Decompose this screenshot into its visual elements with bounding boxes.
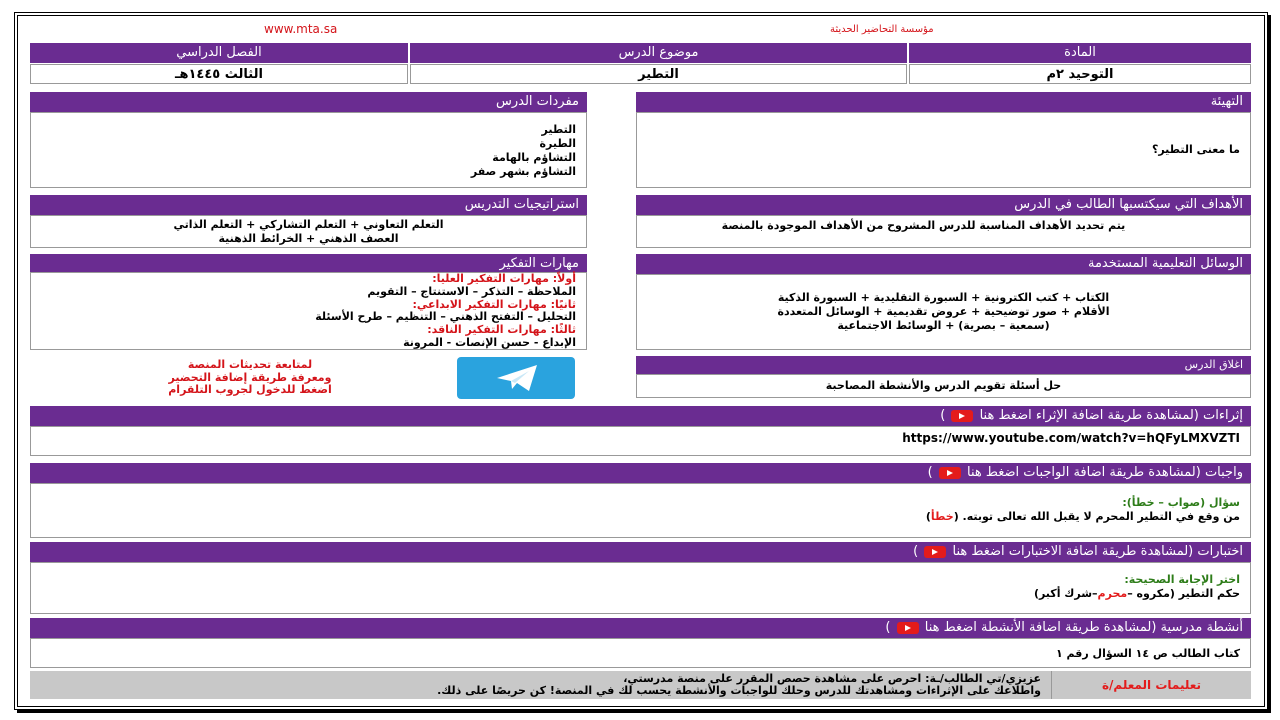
tests-hint: (لمشاهدة طريقة اضافة الاختبارات اضغط هنا: [952, 544, 1194, 559]
objectives-text: يتم تحديد الأهداف المناسبة للدرس المشروح من الأهداف الموجودة بالمنصة: [721, 219, 1126, 232]
info-table: [30, 43, 1251, 85]
homework-question-text: من وقع في التطير المحرم لا يقبل الله تعالى توبته.: [962, 510, 1240, 523]
telegram-line: لمتابعة تحديثات المنصة: [187, 358, 313, 371]
thinking-heading-3: ثالثًا: مهارات التفكير الناقد:: [427, 323, 576, 337]
objectives-header: الأهداف التي سيكتسبها الطالب في الدرس: [636, 195, 1251, 215]
term-value: الثالث ١٤٤٥هـ: [30, 64, 408, 84]
strategies-box: [30, 215, 587, 248]
tests-box: [30, 562, 1251, 614]
telegram-line: اضغط للدخول لجروب التلقرام: [168, 383, 332, 396]
activities-text: كتاب الطالب ص ١٤ السؤال رقم ١: [1055, 647, 1240, 660]
thinking-header: مهارات التفكير: [30, 254, 587, 274]
institution-name: مؤسسة التحاضير الحديثة: [830, 24, 934, 35]
telegram-button[interactable]: [457, 357, 575, 399]
teacher-line: واطلاعك على الإثراءات ومشاهدتك للدرس وحلك للواجبات والأنشطة يحسب لك في المنصة! كن حريصًا على ذلك.: [437, 684, 1041, 697]
website-link[interactable]: www.mta.sa: [264, 22, 338, 36]
thinking-text-3: الإبداع - حسن الإنصات - المرونة: [403, 335, 576, 349]
activities-title: أنشطة مدرسية: [1160, 620, 1243, 635]
thinking-text-1: الملاحظة – التذكر – الاستنتاج – التقويم: [367, 284, 576, 298]
strategies-header: استراتيجيات التدريس: [30, 195, 587, 215]
enrichment-hint: (لمشاهدة طريقة اضافة الإثراء اضغط هنا: [979, 408, 1199, 423]
activities-hint: (لمشاهدة طريقة اضافة الأنشطة اضغط هنا: [924, 620, 1157, 635]
tests-instruction: اختر الإجابة الصحيحة:: [1124, 573, 1240, 586]
tools-line: (سمعية – بصرية) + الوسائط الاجتماعية: [837, 319, 1050, 332]
enrichment-title: إثراءات: [1203, 408, 1243, 423]
telegram-promo[interactable]: [130, 359, 370, 397]
homework-title: واجبات: [1204, 465, 1243, 480]
tests-header[interactable]: [30, 542, 1251, 562]
homework-question-label: سؤال: [1208, 496, 1240, 509]
telegram-icon: [457, 357, 575, 399]
telegram-line: ومعرفة طريقة إضافة التحضير: [168, 370, 332, 384]
youtube-icon[interactable]: [924, 546, 946, 558]
subject-label: المادة: [909, 43, 1251, 63]
tests-question-end: –شرك أكبر): [1033, 587, 1098, 600]
objectives-box: [636, 215, 1251, 248]
term-label: الفصل الدراسي: [30, 43, 408, 63]
teacher-label: تعليمات المعلم/ة: [1051, 671, 1251, 699]
thinking-heading-1: أولاً: مهارات التفكير العليا:: [432, 272, 576, 285]
teacher-line: عزيزي/تي الطالب/ـة: احرص على مشاهدة حصص المقرر على منصة مدرستي،: [623, 672, 1041, 685]
homework-question-options: (صواب – خطأ):: [1122, 496, 1206, 509]
youtube-icon[interactable]: [897, 622, 919, 634]
strategies-line: التعلم التعاوني + التعلم التشاركي + التعلم الذاتي: [173, 218, 444, 231]
tests-question-start: حكم التطير (مكروه –: [1127, 587, 1240, 600]
topic-value: التطير: [410, 64, 907, 84]
vocab-box: [30, 112, 587, 188]
tests-answer: محرم: [1097, 587, 1128, 600]
enrichment-url[interactable]: https://www.youtube.com/watch?v=hQFyLMXVZTI: [902, 431, 1240, 445]
warmup-box: [636, 112, 1251, 188]
tests-hint-end: ): [913, 544, 919, 559]
vocab-header: مفردات الدرس: [30, 92, 587, 112]
vocab-item: التطير: [541, 123, 576, 136]
strategies-line: العصف الذهني + الخرائط الذهنية: [218, 232, 399, 245]
tools-header: الوسائل التعليمية المستخدمة: [636, 254, 1251, 274]
homework-header[interactable]: [30, 463, 1251, 483]
vocab-item: التشاؤم بالهامة: [492, 151, 576, 164]
thinking-box: [30, 272, 587, 350]
youtube-icon[interactable]: [939, 467, 961, 479]
subject-value: التوحيد ٢م: [909, 64, 1251, 84]
activities-header[interactable]: [30, 618, 1251, 638]
topic-label: موضوع الدرس: [410, 43, 907, 63]
teacher-text: [41, 673, 1041, 697]
activities-box: [30, 638, 1251, 668]
youtube-icon[interactable]: [951, 410, 973, 422]
enrichment-header[interactable]: [30, 406, 1251, 426]
homework-hint-end: ): [927, 465, 933, 480]
tools-box: [636, 274, 1251, 350]
closing-text: حل أسئلة تقويم الدرس والأنشطة المصاحبة: [825, 379, 1062, 392]
tools-line: الأقلام + صور توضيحية + عروض تقديمية + الوسائل المتعددة: [777, 305, 1110, 318]
teacher-row: [30, 671, 1251, 699]
closing-box: [636, 374, 1251, 398]
homework-box: سؤال (صواب – خطأ): من وقع في التطير المحرم لا يقبل الله تعالى توبته. (خطأ): [30, 483, 1251, 538]
enrichment-hint-end: ): [940, 408, 946, 423]
activities-hint-end: ): [885, 620, 891, 635]
enrichment-box: [30, 426, 1251, 456]
warmup-text: ما معنى التطير؟: [1151, 143, 1240, 156]
thinking-text-2: التحليل – التفتح الذهني – التنظيم – طرح الأسئلة: [315, 310, 576, 324]
tests-title: اختبارات: [1197, 544, 1243, 559]
warmup-header: التهيئة: [636, 92, 1251, 112]
homework-answer: خطأ: [930, 510, 954, 523]
vocab-item: التشاؤم بشهر صفر: [470, 165, 576, 178]
closing-header: اغلاق الدرس: [636, 356, 1251, 374]
tools-line: الكتاب + كتب الكترونية + السبورة التقليدية + السبورة الذكية: [777, 291, 1110, 304]
thinking-heading-2: ثانيًا: مهارات التفكير الابداعي:: [412, 297, 576, 311]
vocab-item: الطيرة: [539, 137, 576, 150]
homework-hint: (لمشاهدة طريقة اضافة الواجبات اضغط هنا: [967, 465, 1201, 480]
